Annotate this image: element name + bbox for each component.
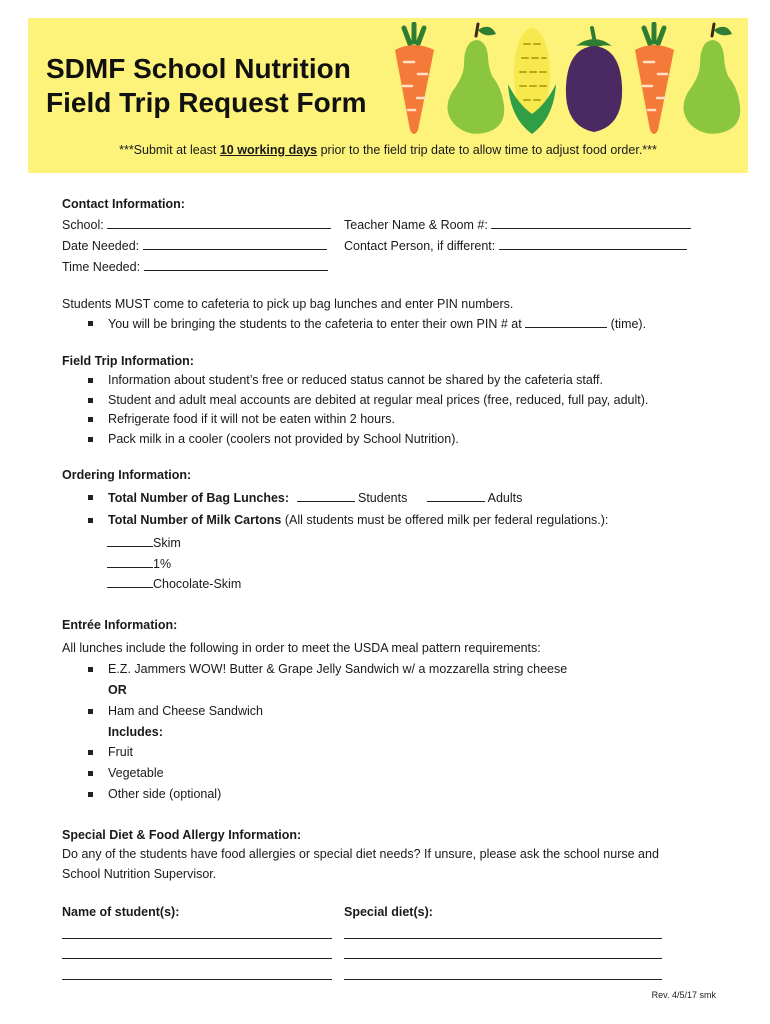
contact-heading: Contact Information: xyxy=(62,197,185,211)
bag-lunches-label: Total Number of Bag Lunches: xyxy=(108,491,290,505)
time-needed-input-line[interactable] xyxy=(144,259,328,271)
pin-instruction: Students MUST come to cafeteria to pick up bag lunches and enter PIN numbers. xyxy=(62,297,514,311)
list-item: Student and adult meal accounts are debited at regular meal prices (free, reduced, full pay, adult). xyxy=(62,393,648,413)
includes-label: Includes: xyxy=(108,725,163,739)
list-item: Fruit xyxy=(62,745,221,766)
list-item: Other side (optional) xyxy=(62,787,221,808)
skim-count-input-line[interactable] xyxy=(107,535,153,547)
student-name-line-3[interactable] xyxy=(62,979,332,980)
chocolate-count-input-line[interactable] xyxy=(107,576,153,588)
special-diet-line-1[interactable] xyxy=(344,938,662,939)
pear-icon-2 xyxy=(683,24,740,134)
milk-1-percent-row[interactable] xyxy=(107,556,171,571)
milk-skim-row[interactable] xyxy=(107,535,181,550)
ordering-heading: Ordering Information: xyxy=(62,468,192,482)
milk-cartons-label: Total Number of Milk Cartons xyxy=(108,513,282,527)
one-percent-count-input-line[interactable] xyxy=(107,556,153,568)
list-item: You will be bringing the students to the cafeteria to enter their own PIN # at (time). xyxy=(62,316,646,336)
pin-time-input-line[interactable] xyxy=(525,316,607,328)
school-field[interactable] xyxy=(62,217,331,232)
milk-chocolate-row[interactable] xyxy=(107,576,241,591)
school-input-line[interactable] xyxy=(107,217,331,229)
time-needed-label: Time Needed: xyxy=(62,260,141,274)
date-needed-input-line[interactable] xyxy=(143,238,327,250)
milk-cartons-item xyxy=(62,513,608,533)
students-label: Students xyxy=(358,491,408,505)
title-line-2: Field Trip Request Form xyxy=(46,87,367,118)
students-count-input-line[interactable] xyxy=(297,490,355,502)
deadline-emphasis: 10 working days xyxy=(219,143,318,157)
or-label: OR xyxy=(108,683,127,697)
pear-icon xyxy=(447,24,504,134)
list-item: Ham and Cheese Sandwich xyxy=(62,704,263,724)
vegetable-illustration xyxy=(392,22,742,142)
eggplant-icon xyxy=(566,28,622,132)
list-item: Vegetable xyxy=(62,766,221,787)
time-needed-field[interactable] xyxy=(62,259,328,274)
title-line-1: SDMF School Nutrition xyxy=(46,53,351,84)
revision-note: Rev. 4/5/17 smk xyxy=(651,990,716,1000)
teacher-field[interactable] xyxy=(344,217,691,232)
contact-person-label: Contact Person, if different: xyxy=(344,239,496,253)
field-trip-list xyxy=(62,373,648,451)
includes-list xyxy=(62,745,221,808)
list-item: Refrigerate food if it will not be eaten within 2 hours. xyxy=(62,412,648,432)
list-item: Information about student’s free or reduced status cannot be shared by the cafeteria staff. xyxy=(62,373,648,393)
special-diet-line-2[interactable] xyxy=(344,958,662,959)
entree-option-list-2 xyxy=(62,704,263,724)
special-diet-question: Do any of the students have food allergies or special diet needs? If unsure, please ask the school nurse and xyxy=(62,847,659,861)
carrot-icon-2 xyxy=(635,24,674,134)
milk-cartons-note: (All students must be offered milk per federal regulations.): xyxy=(281,513,609,527)
corn-icon xyxy=(508,28,556,134)
date-needed-label: Date Needed: xyxy=(62,239,140,253)
adults-count-input-line[interactable] xyxy=(427,490,485,502)
bag-lunches-item xyxy=(62,490,608,513)
special-diet-heading: Special Diet & Food Allergy Information: xyxy=(62,828,302,842)
list-item: E.Z. Jammers WOW! Butter & Grape Jelly Sandwich w/ a mozzarella string cheese xyxy=(62,662,567,682)
entree-heading: Entrée Information: xyxy=(62,618,178,632)
contact-person-input-line[interactable] xyxy=(499,238,687,250)
teacher-label: Teacher Name & Room #: xyxy=(344,218,488,232)
special-diet-line-3[interactable] xyxy=(344,979,662,980)
field-trip-heading: Field Trip Information: xyxy=(62,354,194,368)
contact-person-field[interactable] xyxy=(344,238,687,253)
one-percent-label: 1% xyxy=(153,557,172,571)
list-item: Pack milk in a cooler (coolers not provided by School Nutrition). xyxy=(62,432,648,452)
special-diet-question-2: School Nutrition Supervisor. xyxy=(62,867,217,881)
student-name-line-1[interactable] xyxy=(62,938,332,939)
chocolate-skim-label: Chocolate-Skim xyxy=(153,577,242,591)
skim-label: Skim xyxy=(153,536,181,550)
date-needed-field[interactable] xyxy=(62,238,327,253)
pin-list xyxy=(62,316,646,336)
carrot-icon xyxy=(395,24,434,134)
entree-option-list xyxy=(62,662,567,682)
teacher-input-line[interactable] xyxy=(491,217,691,229)
submit-deadline-note: ***Submit at least 10 working days prior to the field trip date to allow time to adjust food order.*** xyxy=(119,143,657,157)
entree-intro: All lunches include the following in order to meet the USDA meal pattern requirements: xyxy=(62,641,541,655)
school-label: School: xyxy=(62,218,104,232)
page-title xyxy=(46,52,406,120)
student-name-line-2[interactable] xyxy=(62,958,332,959)
adults-label: Adults xyxy=(487,491,523,505)
ordering-list xyxy=(62,490,608,533)
special-diets-heading: Special diet(s): xyxy=(344,905,433,919)
student-names-heading: Name of student(s): xyxy=(62,905,180,919)
